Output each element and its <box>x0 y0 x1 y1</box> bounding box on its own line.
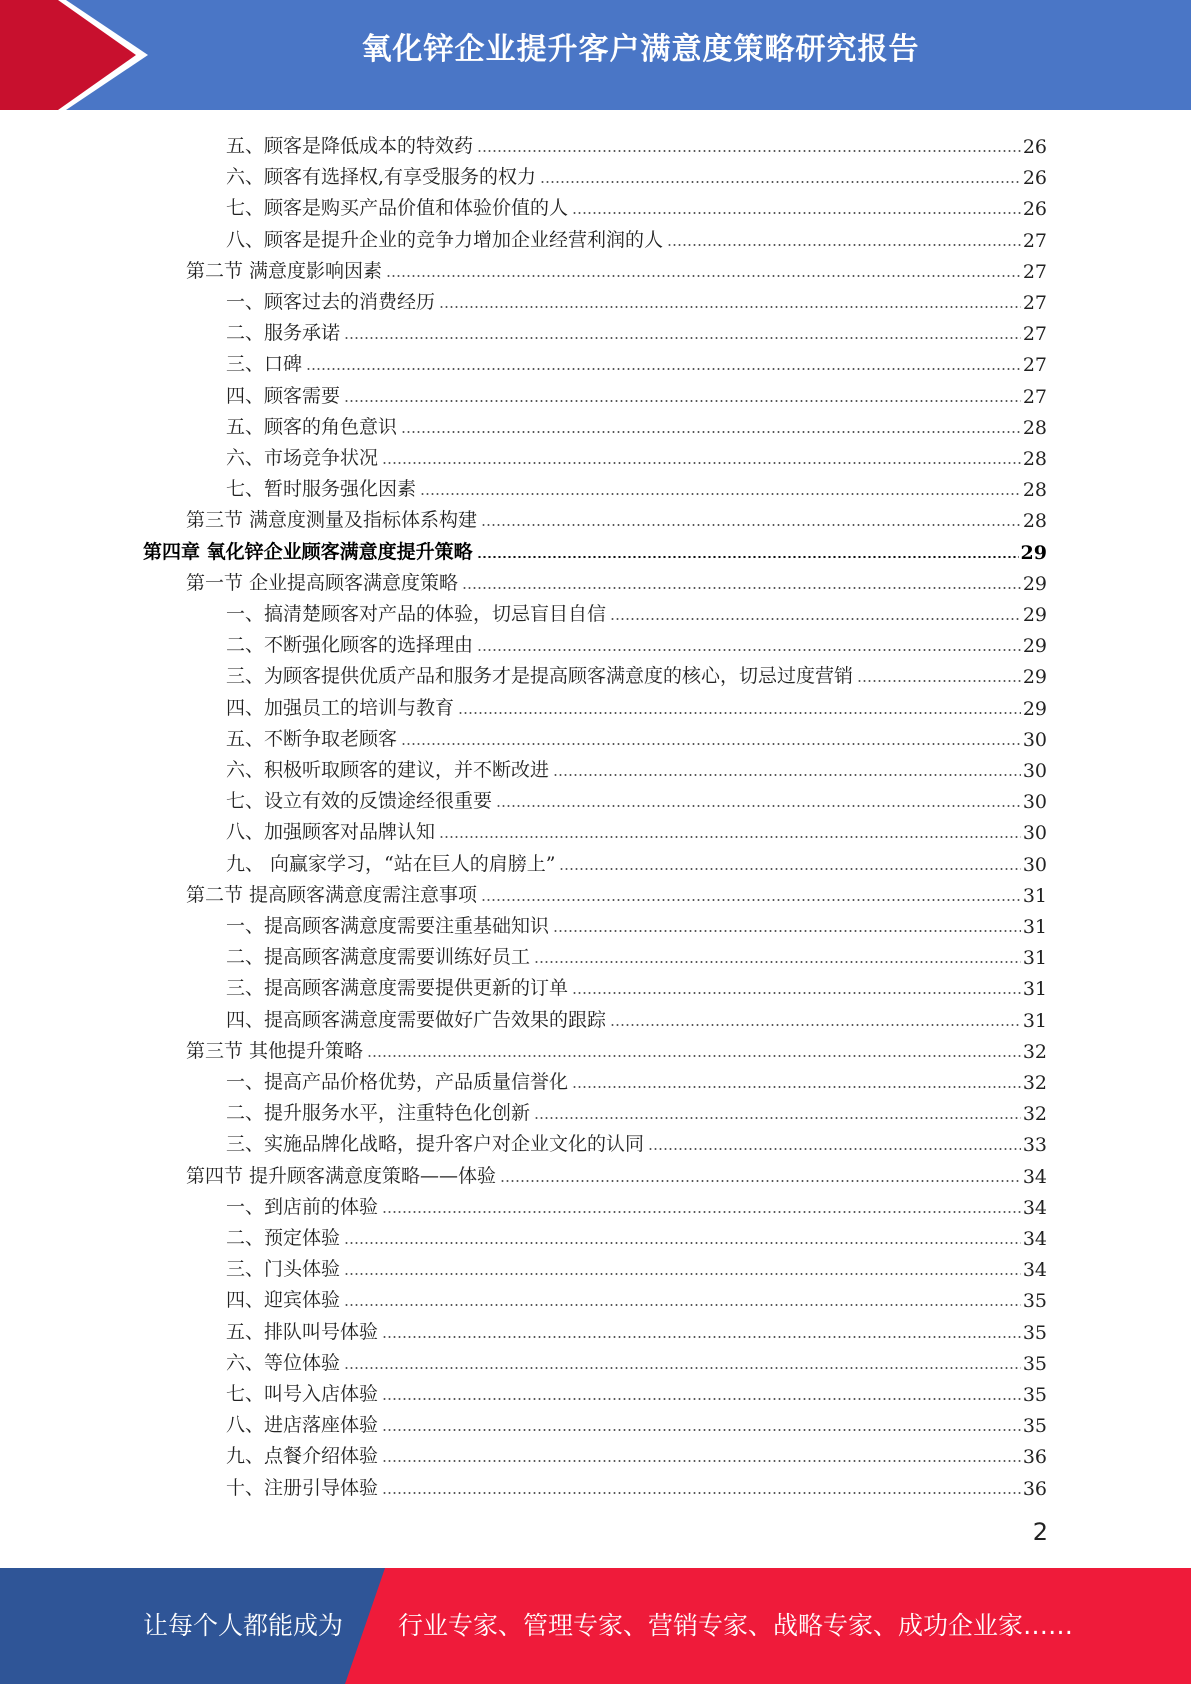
toc-dot-leader <box>344 337 1021 339</box>
toc-entry-label: 第三节 其他提升策略 <box>186 1039 364 1062</box>
toc-item-entry[interactable] <box>226 969 1047 1000</box>
toc-entry-page: 36 <box>1022 1477 1047 1500</box>
toc-item-entry[interactable] <box>226 1344 1047 1375</box>
toc-entry-label: 四、加强员工的培训与教育 <box>226 696 455 719</box>
toc-dot-leader <box>382 1492 1021 1494</box>
toc-dot-leader <box>439 836 1021 838</box>
toc-entry-page: 29 <box>1022 604 1047 626</box>
toc-entry-label: 九、点餐介绍体验 <box>226 1445 379 1468</box>
toc-entry-page: 35 <box>1022 1384 1047 1406</box>
toc-item-entry[interactable] <box>226 1219 1047 1250</box>
toc-entry-label: 七、顾客是购买产品价值和体验价值的人 <box>226 197 569 220</box>
toc-entry-label: 五、不断争取老顾客 <box>226 727 398 750</box>
toc-dot-leader <box>540 181 1021 183</box>
toc-entry-page: 28 <box>1022 448 1047 470</box>
toc-entry-label: 七、叫号入店体验 <box>226 1383 379 1405</box>
toc-entry-label: 八、加强顾客对品牌认知 <box>226 821 436 844</box>
toc-item-entry[interactable] <box>226 751 1047 782</box>
toc-dot-leader <box>553 930 1021 932</box>
toc-entry-label: 七、暂时服务强化因素 <box>226 478 417 501</box>
toc-dot-leader <box>367 1055 1021 1057</box>
toc-entry-page: 34 <box>1022 1259 1047 1282</box>
page-number: 2 <box>1032 1518 1048 1546</box>
toc-entry-label: 六、积极听取顾客的建议，并不断改进 <box>226 759 550 781</box>
toc-entry-label: 三、实施品牌化战略，提升客户对企业文化的认同 <box>226 1133 645 1156</box>
toc-entry-label: 二、服务承诺 <box>226 322 341 345</box>
toc-entry-label: 一、提高顾客满意度需要注重基础知识 <box>226 915 550 937</box>
toc-item-entry[interactable] <box>226 720 1047 751</box>
toc-section-entry[interactable] <box>186 501 1047 532</box>
toc-item-entry[interactable] <box>226 1250 1047 1281</box>
toc-entry-label: 七、设立有效的反馈途经很重要 <box>226 790 493 813</box>
toc-entry-page: 29 <box>1022 666 1047 689</box>
toc-item-entry[interactable] <box>226 689 1047 720</box>
toc-entry-page: 29 <box>1022 572 1047 595</box>
toc-item-entry[interactable] <box>226 813 1047 844</box>
toc-entry-label: 第二节 满意度影响因素 <box>186 259 383 282</box>
toc-entry-page: 33 <box>1022 1134 1047 1157</box>
toc-item-entry[interactable] <box>226 1001 1047 1032</box>
toc-entry-page: 27 <box>1022 292 1047 314</box>
footer-slogan-left: 让每个人都能成为 <box>143 1611 344 1640</box>
toc-dot-leader <box>344 1242 1021 1244</box>
toc-entry-label: 一、到店前的体验 <box>226 1195 379 1218</box>
toc-entry-page: 35 <box>1022 1352 1047 1375</box>
toc-entry-label: 六、顾客有选择权,有享受服务的权力 <box>226 166 537 189</box>
toc-dot-leader <box>344 1367 1021 1369</box>
toc-section-entry[interactable] <box>186 1157 1047 1188</box>
page-footer <box>0 1568 1191 1684</box>
toc-item-entry[interactable] <box>226 1469 1047 1500</box>
toc-dot-leader <box>572 992 1021 994</box>
toc-entry-page: 31 <box>1022 978 1047 1001</box>
toc-item-entry[interactable] <box>226 189 1047 220</box>
toc-entry-label: 一、搞清楚顾客对产品的体验，切忌盲目自信 <box>226 603 607 625</box>
toc-entry-page: 31 <box>1022 916 1047 938</box>
toc-entry-label: 二、不断强化顾客的选择理由 <box>226 634 474 657</box>
toc-item-entry[interactable] <box>226 1063 1047 1094</box>
toc-entry-label: 五、排队叫号体验 <box>226 1320 379 1343</box>
toc-entry-page: 29 <box>1020 541 1047 564</box>
toc-item-entry[interactable] <box>226 377 1047 408</box>
toc-entry-label: 十、注册引导体验 <box>226 1476 379 1499</box>
toc-entry-page: 30 <box>1022 853 1047 876</box>
toc-entry-label: 二、提高顾客满意度需要训练好员工 <box>226 946 531 969</box>
toc-entry-page: 26 <box>1022 167 1047 190</box>
toc-item-entry[interactable] <box>226 158 1047 189</box>
toc-dot-leader <box>648 1148 1021 1150</box>
toc-dot-leader <box>477 649 1021 651</box>
toc-dot-leader <box>534 1117 1021 1119</box>
toc-item-entry[interactable] <box>226 938 1047 969</box>
toc-entry-page: 32 <box>1022 1072 1047 1094</box>
toc-entry-page: 31 <box>1022 947 1047 970</box>
toc-dot-leader <box>344 1304 1021 1306</box>
toc-dot-leader <box>500 1180 1021 1182</box>
toc-entry-page: 27 <box>1022 323 1047 346</box>
toc-entry-page: 27 <box>1022 229 1047 252</box>
toc-entry-page: 28 <box>1022 416 1047 439</box>
toc-dot-leader <box>401 743 1021 745</box>
toc-item-entry[interactable] <box>226 626 1047 657</box>
toc-dot-leader <box>382 1460 1021 1462</box>
toc-item-entry[interactable] <box>226 1125 1047 1156</box>
toc-entry-label: 三、口碑 <box>226 353 303 376</box>
toc-dot-leader <box>477 556 1019 558</box>
toc-dot-leader <box>610 618 1021 620</box>
toc-entry-page: 30 <box>1022 728 1047 751</box>
toc-item-entry[interactable] <box>226 470 1047 501</box>
toc-item-entry[interactable] <box>226 127 1047 158</box>
toc-entry-page: 28 <box>1022 479 1047 502</box>
toc-entry-label: 四、迎宾体验 <box>226 1289 341 1312</box>
toc-entry-page: 26 <box>1022 136 1047 158</box>
toc-dot-leader <box>496 805 1021 807</box>
toc-item-entry[interactable] <box>226 1437 1047 1468</box>
toc-entry-label: 四、顾客需要 <box>226 384 341 407</box>
toc-entry-page: 36 <box>1022 1446 1047 1469</box>
toc-dot-leader <box>481 899 1021 901</box>
toc-item-entry[interactable] <box>226 657 1047 688</box>
toc-dot-leader <box>306 368 1021 370</box>
toc-entry-label: 二、提升服务水平，注重特色化创新 <box>226 1102 531 1125</box>
toc-item-entry[interactable] <box>226 1313 1047 1344</box>
toc-dot-leader <box>477 150 1021 152</box>
toc-item-entry[interactable] <box>226 1094 1047 1125</box>
toc-entry-label: 一、顾客过去的消费经历 <box>226 291 436 313</box>
toc-entry-label: 五、顾客是降低成本的特效药 <box>226 135 474 157</box>
toc-entry-page: 35 <box>1022 1290 1047 1313</box>
report-title: 氧化锌企业提升客户满意度策略研究报告 <box>361 32 920 67</box>
toc-entry-page: 34 <box>1022 1228 1047 1250</box>
toc-section-entry[interactable] <box>186 252 1047 283</box>
toc-entry-page: 27 <box>1022 354 1047 377</box>
toc-entry-label: 四、提高顾客满意度需要做好广告效果的跟踪 <box>226 1008 607 1031</box>
toc-entry-label: 六、市场竞争状况 <box>226 447 379 469</box>
page-header <box>0 0 1191 110</box>
toc-entry-label: 五、顾客的角色意识 <box>226 415 398 438</box>
toc-dot-leader <box>481 524 1021 526</box>
toc-dot-leader <box>382 1211 1021 1213</box>
toc-dot-leader <box>559 868 1020 870</box>
toc-dot-leader <box>458 712 1021 714</box>
footer-slogan-right: 行业专家、管理专家、营销专家、战略专家、成功企业家…… <box>398 1611 1074 1640</box>
toc-dot-leader <box>401 431 1021 433</box>
toc-dot-leader <box>439 306 1021 308</box>
toc-item-entry[interactable] <box>226 1281 1047 1312</box>
toc-entry-page: 32 <box>1022 1103 1047 1126</box>
toc-entry-label: 一、提高产品价格优势，产品质量信誉化 <box>226 1071 569 1093</box>
toc-entry-page: 32 <box>1022 1040 1047 1063</box>
toc-entry-label: 二、预定体验 <box>226 1227 341 1249</box>
toc-item-entry[interactable] <box>226 1188 1047 1219</box>
toc-entry-page: 31 <box>1022 1009 1047 1032</box>
toc-entry-page: 34 <box>1022 1165 1047 1188</box>
toc-entry-page: 30 <box>1022 760 1047 782</box>
toc-entry-page: 35 <box>1022 1415 1047 1438</box>
toc-entry-label: 八、顾客是提升企业的竞争力增加企业经营利润的人 <box>226 228 664 251</box>
toc-item-entry[interactable] <box>226 221 1047 252</box>
toc-item-entry[interactable] <box>226 283 1047 314</box>
toc-entry-page: 27 <box>1022 385 1047 408</box>
toc-dot-leader <box>344 400 1021 402</box>
toc-chapter-entry[interactable] <box>143 533 1047 564</box>
toc-entry-page: 29 <box>1022 635 1047 658</box>
toc-dot-leader <box>386 275 1021 277</box>
toc-item-entry[interactable] <box>226 907 1047 938</box>
toc-dot-leader <box>553 774 1021 776</box>
toc-item-entry[interactable] <box>226 345 1047 376</box>
toc-entry-page: 34 <box>1022 1196 1047 1219</box>
toc-entry-label: 第一节 企业提高顾客满意度策略 <box>186 571 459 594</box>
toc-entry-label: 第四章 氧化锌企业顾客满意度提升策略 <box>143 540 473 563</box>
toc-section-entry[interactable] <box>186 876 1047 907</box>
toc-item-entry[interactable] <box>226 314 1047 345</box>
toc-entry-label: 三、提高顾客满意度需要提供更新的订单 <box>226 977 569 1000</box>
toc-dot-leader <box>344 1273 1021 1275</box>
toc-dot-leader <box>382 1336 1021 1338</box>
toc-entry-label: 第二节 提高顾客满意度需注意事项 <box>186 883 478 906</box>
toc-dot-leader <box>610 1024 1021 1026</box>
toc-section-entry[interactable] <box>186 564 1047 595</box>
toc-item-entry[interactable] <box>226 845 1047 876</box>
toc-dot-leader <box>462 587 1021 589</box>
toc-entry-label: 九、 向赢家学习，“站在巨人的肩膀上” <box>226 852 556 875</box>
toc-dot-leader <box>857 680 1021 682</box>
toc-item-entry[interactable] <box>226 439 1047 470</box>
toc-item-entry[interactable] <box>226 408 1047 439</box>
toc-entry-page: 30 <box>1022 791 1047 814</box>
toc-dot-leader <box>572 212 1021 214</box>
toc-entry-page: 27 <box>1022 260 1047 283</box>
toc-item-entry[interactable] <box>226 1375 1047 1406</box>
toc-entry-page: 29 <box>1022 697 1047 720</box>
toc-dot-leader <box>667 244 1021 246</box>
toc-dot-leader <box>572 1086 1021 1088</box>
toc-entry-page: 35 <box>1022 1321 1047 1344</box>
toc-entry-page: 26 <box>1022 198 1047 221</box>
toc-entry-label: 八、进店落座体验 <box>226 1414 379 1437</box>
toc-entry-label: 三、为顾客提供优质产品和服务才是提高顾客满意度的核心，切忌过度营销 <box>226 665 854 688</box>
toc-item-entry[interactable] <box>226 782 1047 813</box>
toc-dot-leader <box>420 493 1021 495</box>
toc-dot-leader <box>382 1429 1021 1431</box>
toc-entry-page: 30 <box>1022 822 1047 845</box>
toc-item-entry[interactable] <box>226 1406 1047 1437</box>
toc-dot-leader <box>534 961 1021 963</box>
toc-item-entry[interactable] <box>226 595 1047 626</box>
toc-dot-leader <box>382 1398 1021 1400</box>
toc-entry-label: 六、等位体验 <box>226 1351 341 1374</box>
toc-entry-label: 第四节 提升顾客满意度策略——体验 <box>186 1164 497 1187</box>
toc-dot-leader <box>382 462 1021 464</box>
toc-entry-page: 28 <box>1022 510 1047 533</box>
toc-entry-label: 第三节 满意度测量及指标体系构建 <box>186 509 478 532</box>
toc-entry-label: 三、门头体验 <box>226 1258 341 1281</box>
toc-entry-page: 31 <box>1022 884 1047 907</box>
toc-section-entry[interactable] <box>186 1032 1047 1063</box>
